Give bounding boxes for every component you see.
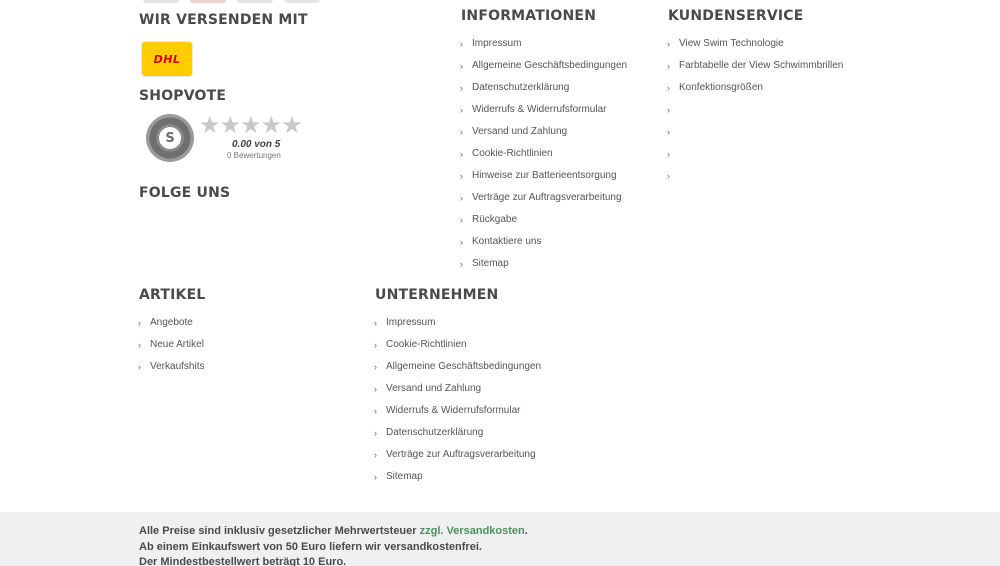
unternehmen-link-label: Sitemap — [386, 471, 423, 482]
unternehmen-link-label: Widerrufs & Widerrufsformular — [386, 405, 521, 416]
informationen-link-item[interactable] — [460, 143, 627, 165]
kundenservice-link-label: Konfektionsgrößen — [679, 82, 763, 93]
chevron-right-icon: › — [374, 384, 377, 394]
informationen-link-label: Verträge zur Auftragsverarbeitung — [472, 192, 622, 203]
shopvote-seal[interactable] — [146, 114, 194, 162]
unternehmen-link-item[interactable] — [374, 444, 541, 466]
informationen-link-label: Versand und Zahlung — [472, 126, 568, 137]
chevron-right-icon: › — [667, 149, 670, 159]
shipping-heading: WIR VERSENDEN MIT — [139, 12, 308, 28]
kundenservice-link-item[interactable] — [667, 77, 843, 99]
chevron-right-icon: › — [460, 215, 463, 225]
unternehmen-link-item[interactable] — [374, 378, 541, 400]
unternehmen-link-label: Impressum — [386, 317, 436, 328]
chevron-right-icon: › — [460, 193, 463, 203]
chevron-right-icon: › — [138, 362, 141, 372]
kundenservice-link-item[interactable] — [667, 143, 843, 165]
informationen-link-item[interactable] — [460, 55, 627, 77]
informationen-link-item[interactable] — [460, 231, 627, 253]
informationen-link-label: Sitemap — [472, 258, 509, 269]
informationen-heading: INFORMATIONEN — [461, 8, 597, 24]
unternehmen-link-item[interactable] — [374, 400, 541, 422]
chevron-right-icon: › — [460, 61, 463, 71]
chevron-right-icon: › — [374, 362, 377, 372]
dhl-logo-text: DHL — [153, 52, 181, 66]
informationen-link-label: Cookie-Richtlinien — [472, 148, 553, 159]
shipping-costs-link[interactable]: zzgl. Versandkosten — [419, 525, 525, 537]
payment-icon — [284, 0, 320, 3]
informationen-link-item[interactable] — [460, 209, 627, 231]
artikel-list — [138, 312, 204, 378]
unternehmen-link-label: Allgemeine Geschäftsbedingungen — [386, 361, 542, 372]
unternehmen-link-label: Versand und Zahlung — [386, 383, 482, 394]
chevron-right-icon: › — [374, 472, 377, 482]
informationen-link-label: Hinweise zur Batterieentsorgung — [472, 170, 617, 181]
unternehmen-link-label: Verträge zur Auftragsverarbeitung — [386, 449, 536, 460]
artikel-link-item[interactable] — [138, 312, 204, 334]
informationen-link-label: Rückgabe — [472, 214, 518, 225]
kundenservice-link-label: View Swim Technologie — [679, 38, 784, 49]
footer-line-vat — [139, 524, 528, 538]
artikel-link-label: Angebote — [150, 317, 193, 328]
informationen-list — [460, 33, 627, 275]
chevron-right-icon: › — [667, 83, 670, 93]
kundenservice-link-item[interactable] — [667, 121, 843, 143]
footer-line-free-shipping: Ab einem Einkaufswert von 50 Euro liefern wir versandkostenfrei. — [139, 541, 482, 553]
artikel-link-item[interactable] — [138, 334, 204, 356]
shopvote-seal-letter: S — [159, 127, 181, 149]
payment-icon — [237, 0, 273, 3]
informationen-link-label: Allgemeine Geschäftsbedingungen — [472, 60, 628, 71]
chevron-right-icon: › — [460, 237, 463, 247]
rating-count: 0 Bewertungen — [227, 151, 281, 160]
chevron-right-icon: › — [667, 105, 670, 115]
unternehmen-link-item[interactable] — [374, 312, 541, 334]
unternehmen-link-label: Datenschutzerklärung — [386, 427, 484, 438]
kundenservice-list — [667, 33, 843, 187]
chevron-right-icon: › — [460, 83, 463, 93]
unternehmen-heading: UNTERNEHMEN — [375, 287, 499, 303]
chevron-right-icon: › — [460, 39, 463, 49]
footer-vat-text: Alle Preise sind inklusiv gesetzlicher Mehrwertsteuer — [139, 525, 420, 537]
payment-icon — [190, 0, 226, 3]
unternehmen-link-item[interactable] — [374, 466, 541, 488]
informationen-link-item[interactable] — [460, 187, 627, 209]
unternehmen-link-item[interactable] — [374, 356, 541, 378]
informationen-link-item[interactable] — [460, 165, 627, 187]
chevron-right-icon: › — [374, 318, 377, 328]
informationen-link-item[interactable] — [460, 121, 627, 143]
kundenservice-link-item[interactable] — [667, 33, 843, 55]
informationen-link-label: Kontaktiere uns — [472, 236, 542, 247]
kundenservice-link-label: Farbtabelle der View Schwimmbrillen — [679, 60, 844, 71]
kundenservice-link-item[interactable] — [667, 55, 843, 77]
chevron-right-icon: › — [667, 39, 670, 49]
informationen-link-label: Widerrufs & Widerrufsformular — [472, 104, 607, 115]
artikel-link-item[interactable] — [138, 356, 204, 378]
footer-legal-bar — [0, 512, 1000, 566]
footer-vat-suffix: . — [524, 525, 528, 537]
chevron-right-icon: › — [138, 318, 141, 328]
kundenservice-link-item[interactable] — [667, 165, 843, 187]
footer-line-min-order: Der Mindestbestellwert beträgt 10 Euro. — [139, 556, 347, 566]
chevron-right-icon: › — [374, 428, 377, 438]
artikel-link-label: Verkaufshits — [150, 361, 205, 372]
unternehmen-link-item[interactable] — [374, 334, 541, 356]
rating-stars: ★★★★★ — [199, 112, 302, 139]
informationen-link-item[interactable] — [460, 33, 627, 55]
informationen-link-item[interactable] — [460, 253, 627, 275]
kundenservice-link-item[interactable] — [667, 99, 843, 121]
artikel-heading: ARTIKEL — [139, 287, 206, 303]
payment-icon — [143, 0, 179, 3]
chevron-right-icon: › — [667, 61, 670, 71]
kundenservice-heading: KUNDENSERVICE — [668, 8, 804, 24]
dhl-logo[interactable] — [142, 42, 192, 76]
artikel-link-label: Neue Artikel — [150, 339, 204, 350]
unternehmen-link-item[interactable] — [374, 422, 541, 444]
follow-heading: FOLGE UNS — [139, 185, 231, 201]
chevron-right-icon: › — [460, 259, 463, 269]
shopvote-heading: SHOPVOTE — [139, 88, 227, 104]
rating-score: 0.00 von 5 — [232, 139, 281, 150]
chevron-right-icon: › — [374, 406, 377, 416]
chevron-right-icon: › — [460, 171, 463, 181]
chevron-right-icon: › — [460, 105, 463, 115]
unternehmen-list — [374, 312, 541, 488]
chevron-right-icon: › — [667, 171, 670, 181]
informationen-link-label: Datenschutzerklärung — [472, 82, 570, 93]
chevron-right-icon: › — [138, 340, 141, 350]
chevron-right-icon: › — [460, 149, 463, 159]
unternehmen-link-label: Cookie-Richtlinien — [386, 339, 467, 350]
chevron-right-icon: › — [460, 127, 463, 137]
chevron-right-icon: › — [374, 340, 377, 350]
informationen-link-item[interactable] — [460, 99, 627, 121]
informationen-link-label: Impressum — [472, 38, 522, 49]
chevron-right-icon: › — [374, 450, 377, 460]
informationen-link-item[interactable] — [460, 77, 627, 99]
chevron-right-icon: › — [667, 127, 670, 137]
